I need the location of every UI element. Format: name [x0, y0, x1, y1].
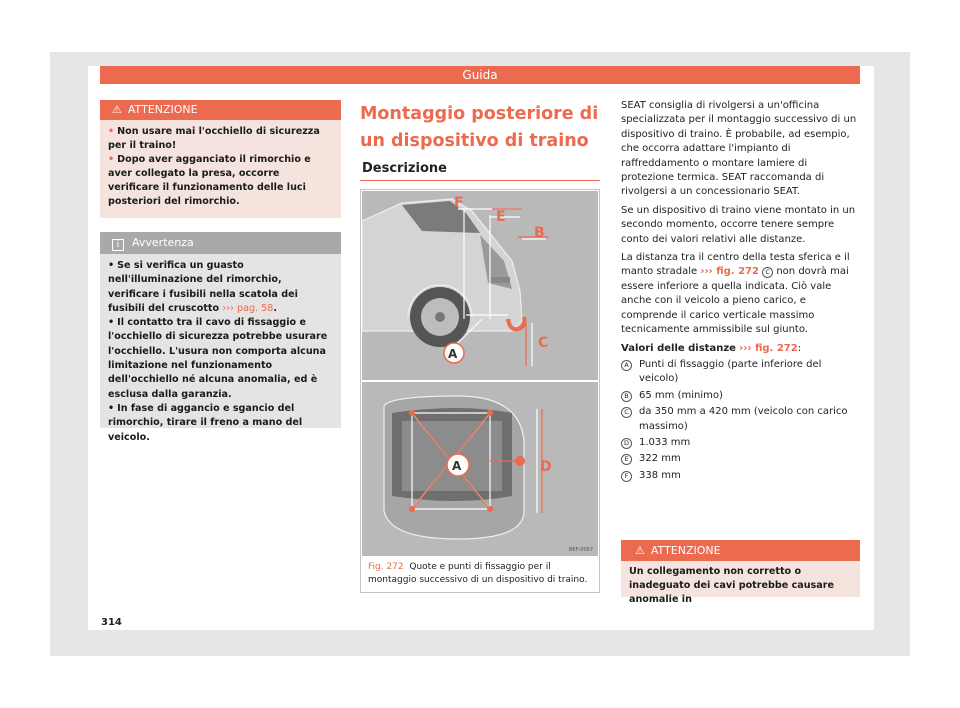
figure-label-a-side: A — [448, 347, 458, 361]
warning-title: ATTENZIONE — [127, 103, 198, 116]
list-item: A Punti di fissaggio (parte inferiore del veicolo) — [621, 358, 863, 387]
list-item: C da 350 mm a 420 mm (veicolo con carico massimo) — [621, 405, 863, 434]
paragraph: SEAT consiglia di rivolgersi a un'officina specializzata per il montaggio successivo di un dispositivo di traino. È probabile, ad esempio, che occorra adattare l'impianto di raffreddamento o montare lamiere di protezione termica. SEAT raccomanda di rivolgersi a un concessionario SEAT. — [621, 100, 857, 198]
info-icon: i — [112, 239, 124, 251]
list-item: B 65 mm (minimo) — [621, 389, 863, 403]
tow-hitch-diagram — [362, 191, 598, 556]
figure-label-c: C — [538, 335, 549, 351]
page-reference-link[interactable]: ››› pag. 58 — [222, 302, 274, 314]
bullet-icon: • — [108, 154, 115, 165]
bullet-icon: • — [108, 260, 115, 271]
section-header: Guida — [100, 66, 860, 84]
figure-label-a-top: A — [452, 459, 462, 473]
warning-body: Un collegamento non corretto o inadeguato dei cavi potrebbe causare anomalie in — [629, 566, 834, 605]
warning-triangle-icon: ⚠ — [112, 103, 122, 116]
warning-box — [100, 100, 341, 218]
figure-label-e: E — [496, 209, 506, 225]
warning-header — [621, 540, 860, 561]
figure-reference-link[interactable]: ››› fig. 272 — [739, 342, 798, 354]
note-box — [100, 232, 341, 443]
figure-label-f: F — [454, 195, 464, 211]
list-item: F 338 mm — [621, 469, 863, 483]
bullet-icon: • — [108, 126, 115, 137]
label-badge: B — [621, 391, 632, 402]
label-badge-c: C — [762, 267, 773, 278]
distances-list — [621, 358, 863, 483]
subtitle-divider — [360, 180, 600, 181]
note-title: Avvertenza — [132, 236, 194, 249]
label-badge: A — [621, 360, 632, 371]
note-header — [100, 232, 341, 254]
figure-reference-link[interactable]: ››› fig. 272 — [700, 266, 759, 278]
label-badge: F — [621, 471, 632, 482]
distances-heading: Valori delle distanze ››› fig. 272: — [621, 342, 802, 354]
label-badge: C — [621, 407, 632, 418]
list-item: D 1.033 mm — [621, 436, 863, 450]
note-item: • Il contatto tra il cavo di fissaggio e l'occhiello di sicurezza potrebbe usurare l'occhiello. L'usura non comporta alcuna limitazione nel funzionamento dell'occhiello né alcuna anomalia, ed è esclusa dalla garanzia. — [108, 317, 328, 400]
figure-image — [362, 191, 598, 556]
paragraph: Se un dispositivo di traino viene montato in un secondo momento, occorre tenere sempre conto dei valori relativi alle distanze. — [621, 204, 856, 245]
bullet-icon: • — [108, 402, 115, 414]
warning-triangle-icon: ⚠ — [635, 544, 645, 557]
warning-item: • Dopo aver agganciato il rimorchio e aver collegato la presa, occorre verificare il funzionamento delle luci posteriori del rimorchio. — [108, 154, 311, 207]
page-number: 314 — [101, 617, 122, 628]
figure-label-d: D — [540, 459, 552, 475]
note-item: • Se si verifica un guasto nell'illuminazione del rimorchio, verificare i fusibili nella scatola dei fusibili del cruscotto ››› pag. 58. — [108, 260, 298, 314]
warning-item: • Non usare mai l'occhiello di sicurezza per il traino! — [108, 126, 320, 151]
note-item: • In fase di aggancio e sgancio del rimorchio, tirare il freno a mano del veicolo. — [108, 402, 303, 443]
figure-caption-text: Quote e punti di fissaggio per il montaggio successivo di un dispositivo di traino. — [368, 562, 588, 585]
warning-header — [100, 100, 341, 120]
right-column — [621, 99, 863, 485]
figure-code: B6F-0067 — [569, 547, 594, 553]
warning-box-2 — [621, 540, 860, 605]
label-badge: E — [621, 454, 632, 465]
note-body — [100, 254, 341, 445]
figure-caption-label: Fig. 272 — [368, 562, 404, 572]
subsection-title: Descrizione — [362, 161, 447, 176]
bullet-icon: • — [108, 317, 115, 329]
list-item: E 322 mm — [621, 452, 863, 466]
label-badge: D — [621, 438, 632, 449]
warning-body — [100, 120, 341, 209]
paragraph: La distanza tra il centro della testa sferica e il manto stradale ››› fig. 272 C non dovrà mai essere inferiore a quella indicata. Ciò vale anche con il veicolo a pieno carico, e comprende il carico verticale massimo tecnicamente ammissibile sul giunto. — [621, 252, 850, 336]
figure-label-b: B — [534, 225, 545, 241]
warning-title: ATTENZIONE — [650, 544, 721, 557]
section-title: Montaggio posteriore di un dispositivo di traino — [360, 104, 599, 151]
figure-caption — [368, 561, 598, 586]
